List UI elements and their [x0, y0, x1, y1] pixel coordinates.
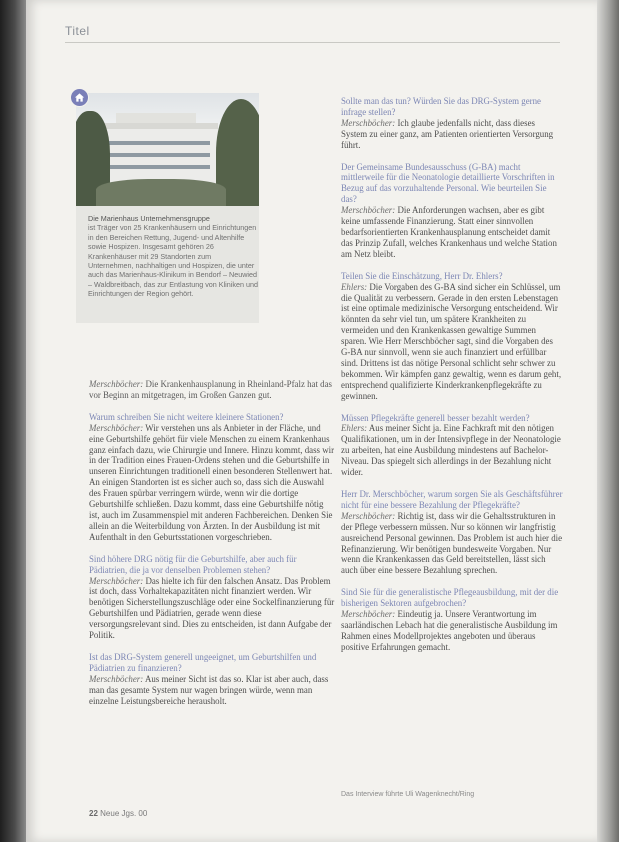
interview-question: Sollte man das tun? Würden Sie das DRG-System gerne infrage stellen?: [341, 96, 541, 117]
interview-answer: [89, 576, 335, 641]
hospital-photo: [76, 93, 259, 206]
scan-shadow-left: [0, 0, 26, 842]
interview-answer: [341, 609, 563, 653]
photo-window-row: [106, 141, 210, 145]
page-rubric: Titel: [65, 24, 90, 38]
interview-answer: [89, 423, 335, 543]
rubric-divider: [65, 42, 560, 43]
answer-text: Die Krankenhausplanung in Rheinland-Pfalz hat das vor Beginn an mitgetragen, im Großen Ganzen gut.: [89, 379, 333, 400]
speaker-name: Ehlers:: [341, 281, 368, 292]
caption-lead: Die Marienhaus Unternehmensgruppe: [88, 214, 210, 223]
caption-body: ist Träger von 25 Krankenhäusern und Einrichtungen in den Bereichen Rettung, Jugend- und Altenhilfe sowie Hospizen. Insgesamt gehören 26 Krankenhäuser mit 29 Standorten zum Unternehmen, nachhaltigen und Hospizen, die unter auch das Marienhaus-Klinikum in Bendorf – Neuwied – Waldbreitbach, das zur Entlastung von Kliniken und Einrichtungen der Region gehört.: [88, 223, 258, 299]
interview-credit: Das Interview führte Uli Wagenknecht/Ring: [341, 791, 475, 798]
home-icon: [70, 88, 89, 107]
answer-text: Richtig ist, dass wir die Gehaltsstrukturen in der Pflege verbessern müssen. Nur so können wir langfristig ausreichend Personal gewinnen. Das Problem ist auch hier die Refinanzierung. Wir benötigen bundesweite Vorgaben. Nur wenn die Krankenkassen das Geld bereitstellen, lässt sich auch über eine bessere Bezahlung sprechen.: [341, 510, 563, 576]
answer-text: Wir verstehen uns als Anbieter in der Fläche, und eine Geburtshilfe gehört für viele Menschen zu einem Krankenhaus ganz einfach dazu, wie Chirurgie und Innere. Hinzu kommt, dass wir in der Tradition eines Frauen-Ordens stehen und die Geburtshilfe in unseren Einrichtungen traditionell einen besonderen Stellenwert hat. An einigen Standorten ist es sicher auch so, dass sich die Auswahl des Frauen spürbar verringern würde, wenn wir die dortige Geburtshilfe schließen. Dazu kommt, dass eine Geburtshilfe nötig ist, auch im Zusammenspiel mit anderen Fachbereichen. Denken Sie allein an die Weiterbildung von Ärzten. In der Ausbildung ist mit Aufenthalt in den Geburtsstationen vorgeschrieben.: [89, 422, 335, 542]
photo-window-row: [106, 165, 210, 169]
answer-text: Die Anforderungen wachsen, aber es gibt keine umfassende Finanzierung. Statt einer sinnvollen bedarfsorientierten Krankenhausplanung entscheidet damit das Prinzip Zufall, welches Krankenhaus und welche Station am Netz bleibt.: [341, 205, 557, 259]
interview-question: Der Gemeinsame Bundesausschuss (G-BA) macht mittlerweile für die Neonatologie detaillierte Vorschriften in Bezug auf das vorzuhaltende Personal. Wie beurteilen Sie das?: [341, 161, 555, 205]
right-column: [341, 96, 563, 664]
answer-text: Aus meiner Sicht ist das so. Klar ist aber auch, dass man das gesamte System nur wagen bringen würde, wenn man einzelne Leistungsbereiche herausholt.: [89, 673, 329, 706]
interview-answer: [341, 205, 563, 260]
photo-shrubs: [96, 179, 226, 206]
interview-answer: [341, 282, 563, 402]
interview-question: Müssen Pflegekräfte generell besser bezahlt werden?: [341, 412, 530, 423]
page-folio: [89, 809, 147, 818]
interview-question: Warum schreiben Sie nicht weitere kleinere Stationen?: [89, 411, 284, 422]
answer-text: Die Vorgaben des G-BA sind sicher ein Schlüssel, um die Qualität zu verbessern. Gerade in den ersten Lebenstagen ist eine optimale medizinische Versorgung entscheidend. Wir könnten da sehr viel tun, um spätere Krankheiten zu vermeiden und den Krankenkassen gewaltige Summen sparen. Wie Herr Merschböcher sagt, sind die Vorgaben des G-BA nur sinnvoll, wenn sie auch finanziert und erfüllbar sind. Drittens ist das nötige Personal schlicht sehr schwer zu bekommen. Wir kämpfen ganz gewaltig, wenn es darum geht, entsprechend qualifizierte Kinderkrankenpflegekräfte zu gewinnen.: [341, 281, 562, 401]
left-column: [89, 379, 335, 717]
speaker-name: Merschböcher:: [89, 673, 144, 684]
speaker-name: Merschböcher:: [89, 575, 144, 586]
interview-answer: [341, 423, 563, 478]
interview-answer: [89, 674, 335, 707]
speaker-name: Merschböcher:: [89, 422, 144, 433]
scan-shadow-right: [597, 0, 619, 842]
photo-window-row: [106, 153, 210, 157]
interview-question: Teilen Sie die Einschätzung, Herr Dr. Ehlers?: [341, 270, 503, 281]
speaker-name: Merschböcher:: [341, 205, 396, 216]
answer-text: Ich glaube jedenfalls nicht, dass dieses System zu einer ganz, am Patienten orientierten Versorgung führt.: [341, 117, 554, 150]
magazine-name: Neue Jgs. 00: [100, 809, 148, 818]
intro-paragraph: [89, 379, 335, 401]
speaker-name: Merschböcher:: [341, 510, 396, 521]
interview-answer: [341, 511, 563, 576]
answer-text: Aus meiner Sicht ja. Eine Fachkraft mit den nötigen Qualifikationen, um in der Intensivpflege in der Neonatologie zu arbeiten, hat eine Ausbildung mindestens auf Bachelor-Niveau. Das spiegelt sich allerdings in der Bezahlung nicht wider.: [341, 423, 561, 478]
speaker-name: Ehlers:: [341, 423, 368, 434]
page-number: 22: [89, 809, 98, 818]
interview-question: Sind höhere DRG nötig für die Geburtshilfe, aber auch für Pädiatrien, die ja vor denselben Problemen stehen?: [89, 553, 297, 575]
interview-question: Ist das DRG-System generell ungeeignet, um Geburtshilfen und Pädiatrien zu finanzieren?: [89, 651, 317, 673]
interview-answer: [341, 118, 563, 151]
speaker-name: Merschböcher:: [89, 379, 144, 389]
figure-caption: [88, 214, 258, 299]
speaker-name: Merschböcher:: [341, 609, 396, 620]
interview-question: Sind Sie für die generalistische Pflegeausbildung, mit der die bisherigen Sektoren aufgebrochen?: [341, 587, 559, 609]
home-icon-glyph: [74, 92, 85, 103]
speaker-name: Merschböcher:: [341, 117, 396, 128]
interview-question: Herr Dr. Merschböcher, warum sorgen Sie als Geschäftsführer nicht für eine bessere Bezahlung der Pflegekräfte?: [341, 489, 563, 510]
answer-text: Eindeutig ja. Unsere Verantwortung im saarländischen Lebach hat die generalistische Ausbildung im Rahmen eines Modellprojektes angeboten und überaus positive Erfahrungen gemacht.: [341, 609, 558, 652]
answer-text: Das hielte ich für den falschen Ansatz. Das Problem ist doch, dass Vorhaltekapazitäten nicht finanziert werden. Wir benötigen Sicherstellungszuschläge oder eine Sockelfinanzierung für Geburtshilfen und Pädiatrien, gerade wenn diese versorgungsrelevant sind. Dies zu entscheiden, ist dann Aufgabe der Politik.: [89, 575, 335, 641]
